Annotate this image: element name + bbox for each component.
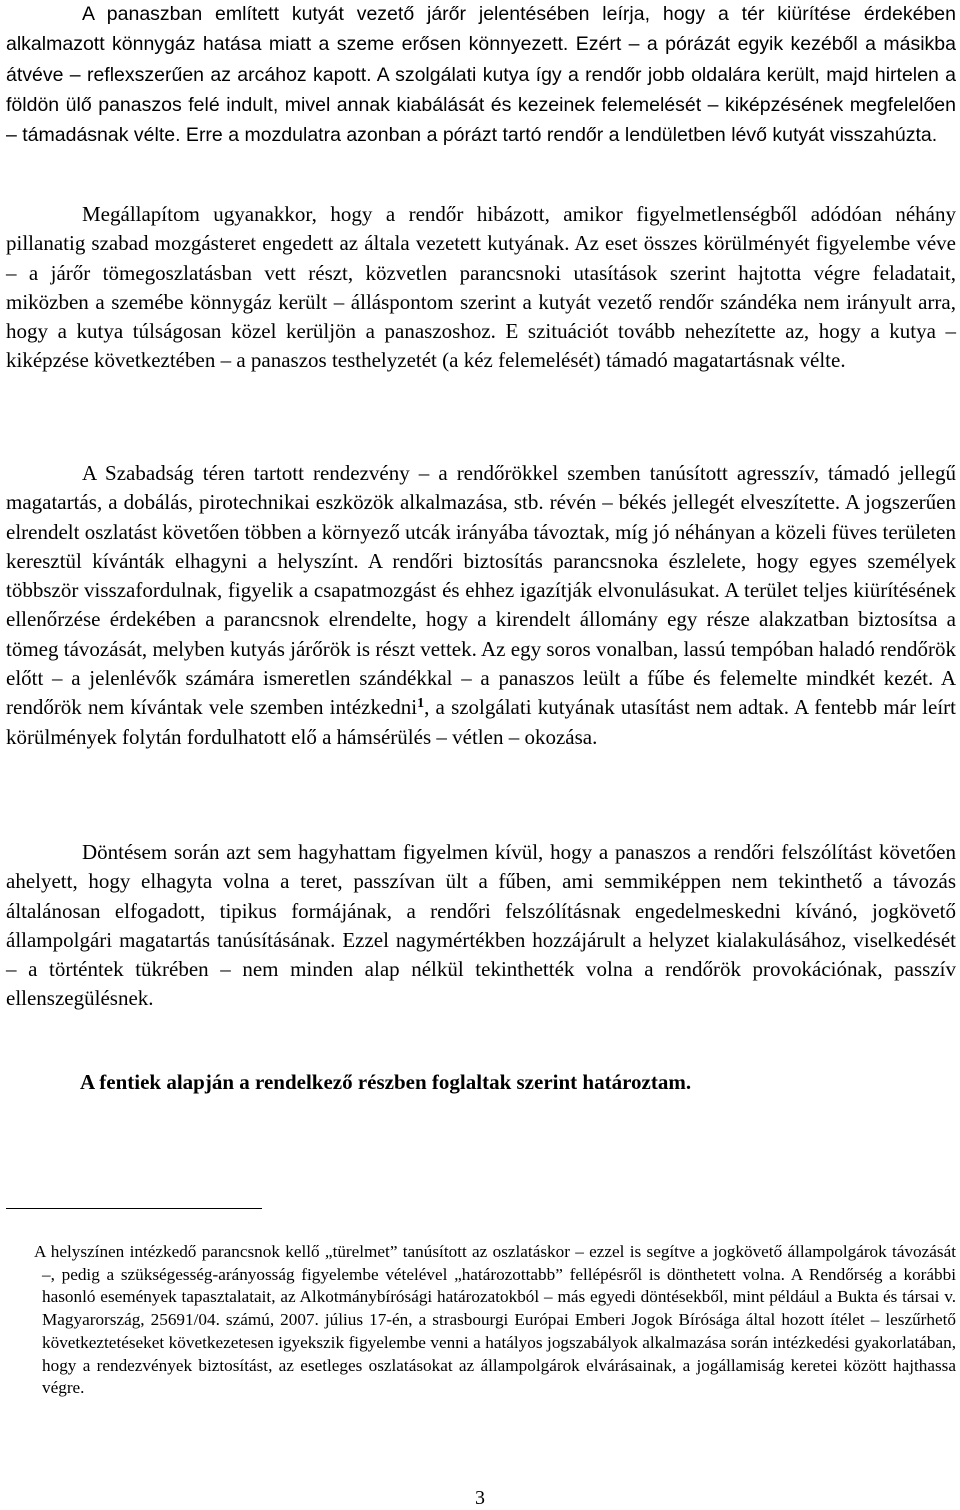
- footnote-reference[interactable]: 1: [417, 696, 425, 712]
- paragraph-text: A Szabadság téren tartott rendezvény – a rendőrökkel szemben tanúsított agresszív, támadó jellegű magatartás, a dobálás, pirotechnikai eszközök alkalmazása, stb. révén – békés jellegét elveszítette. A jogszerűen elrendelt oszlatást követően többen a környező utcák irányába távoztak, míg jó néhányan a közeli füves területen keresztül kívánták elhagyni a helyszínt. A rendőri biztosítás parancsnoka észlelete, hogy egyes személyek többször visszafordulnak, figyelik a csapatmozgást és ehhez igazítják elvonulásukat. A terület teljes kiürítésének ellenőrzése érdekében a parancsnok elrendelte, hogy a kirendelt állomány egy része alakzatban biztosítsa a tömeg távozását, melyben kutyás járőrök is részt vettek. Az egy soros vonalban, lassú tempóban haladó rendőrök előtt – a jelenlévők számára ismeretlen szándékkal – a panaszos leült a fűbe és felemelte mindkét kezét. A rendőrök nem kívántak vele szemben intézkedni: [6, 461, 956, 720]
- paragraph-officer-error: [6, 200, 956, 376]
- footnote-separator: [6, 1208, 262, 1209]
- paragraph-text: Megállapítom ugyanakkor, hogy a rendőr hibázott, amikor figyelmetlenségből adódóan néhány pillanatig szabad mozgásteret engedett az általa vezetett kutyának. Az eset összes körülményét figyelembe véve – a járőr tömegoszlatásban vett részt, közvetlen parancsnoki utasítások szerint hajtotta végre feladatait, miközben a szemébe könnygáz került – álláspontom szerint a kutyát vezető rendőr szándéka nem irányult arra, hogy a kutya túlságosan közel kerüljön a panaszoshoz. E szituációt tovább nehezítette az, hogy a kutya – kiképzése következtében – a panaszos testhelyzetét (a kéz felemelését) támadó magatartásnak vélte.: [6, 202, 956, 373]
- paragraph-dog-handler-report: [6, 0, 956, 150]
- conclusion-statement: A fentiek alapján a rendelkező részben foglaltak szerint határoztam.: [80, 1070, 692, 1094]
- paragraph-text: A panaszban említett kutyát vezető járőr jelentésében leírja, hogy a tér kiürítése érdekében alkalmazott könnygáz hatása miatt a szeme erősen könnyezett. Ezért – a pórázát egyik kezéből a másikba átvéve – reflexszerűen az arcához kapott. A szolgálati kutya így a rendőr jobb oldalára került, majd hirtelen a földön ülő panaszos felé indult, mivel annak kiabálását és kezeinek felemelését – kiképzésének megfelelően – támadásnak vélte. Erre a mozdulatra azonban a pórázt tartó rendőr a lendületben lévő kutyát visszahúzta.: [6, 3, 956, 147]
- paragraph-text: Döntésem során azt sem hagyhattam figyelmen kívül, hogy a panaszos a rendőri felszólítást követően ahelyett, hogy elhagyta volna a teret, passzívan ült a fűben, ami semmiképpen nem tekinthető a távozás általánosan elfogadott, tipikus formájának, a rendőri felszólításnak engedelmeskedni kívánó, jogkövető állampolgári magatartás tanúsításának. Ezzel nagymértékben hozzájárult a helyzet kialakulásához, viselkedését – a történtek tükrében – nem minden alap nélkül tekinthették volna a rendőrök provokációnak, passzív ellenszegülésnek.: [6, 840, 956, 1011]
- page-number: 3: [475, 1487, 485, 1509]
- footnote-body: [34, 1241, 956, 1400]
- footnote: [6, 1241, 956, 1400]
- footnote-text: A helyszínen intézkedő parancsnok kellő „türelmet” tanúsított az oszlatáskor – ezzel is segítve a jogkövető állampolgárok távozását –, pedig a szükségesség-arányosság figyelembe vételével „határozottabb” fellépésről is dönthetett volna. A Rendőrség a korábbi hasonló események tapasztalatait, az Alkotmánybírósági határozatokból – más egyedi döntésekből, mint például a Bukta és társai v. Magyarország, 25691/04. számú, 2007. július 17-én, a strasbourgi Európai Emberi Jogok Bírósága által hozott ítélet – leszűrhető következtetéseket következetesen igyekszik figyelembe venni a hatályos jogszabályok alkalmazása során intézkedési gyakorlatában, hogy a rendezvények biztosítást, az esetleges oszlatásokat az állampolgárok elvárásainak, a jogállamiság keretei között hajthassa végre.: [34, 1242, 956, 1398]
- paragraph-decision-reasoning: [6, 838, 956, 1014]
- paragraph-szabadsag-ter-event: [6, 459, 956, 752]
- paragraph-text: , a szolgálati kutyának utasítást nem adtak. A fentebb már leírt körülmények folytán fordulhatott elő a hámsérülés – vétlen – okozása.: [6, 695, 956, 749]
